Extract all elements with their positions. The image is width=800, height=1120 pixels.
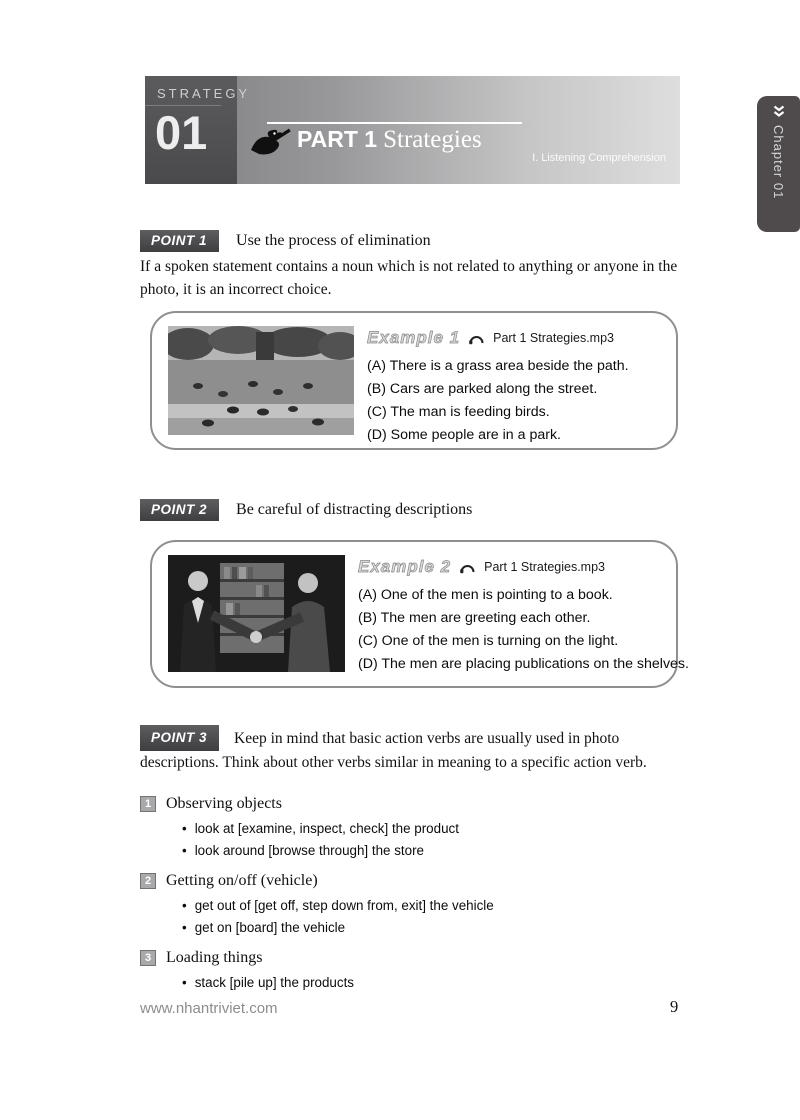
strategy-label: STRATEGY xyxy=(145,76,221,106)
example2-audio-file: Part 1 Strategies.mp3 xyxy=(484,560,606,574)
example2-label: Example 2 xyxy=(358,557,452,576)
point2-row xyxy=(140,499,472,521)
example2-option-c: (C) One of the men is turning on the light. xyxy=(358,633,619,649)
example1-options xyxy=(367,355,660,447)
strategy-number-box xyxy=(145,76,251,184)
chapter-tab-label: Chapter 01 xyxy=(771,125,786,200)
group3-title: Loading things xyxy=(166,949,263,966)
example1-option-b: (B) Cars are parked along the street. xyxy=(367,381,598,397)
verb-groups xyxy=(140,795,680,1003)
group1-title: Observing objects xyxy=(166,795,282,812)
part-title xyxy=(297,126,482,154)
headphone-icon xyxy=(459,560,476,574)
group1-number-badge: 1 xyxy=(140,796,156,812)
example1-photo-park-birds xyxy=(168,326,354,435)
group1-bullets xyxy=(182,818,680,862)
example1-content xyxy=(367,326,660,443)
group1-title-row xyxy=(140,795,680,813)
bullet-item: • look around [browse through] the store xyxy=(182,840,680,862)
bullet-item: • look at [examine, inspect, check] the product xyxy=(182,818,680,840)
point1-heading: Use the process of elimination xyxy=(236,232,431,249)
group2-bullets xyxy=(182,895,680,939)
website-url: www.nhantriviet.com xyxy=(140,1000,278,1017)
example1-box xyxy=(150,311,678,450)
banner-divider-line xyxy=(267,122,522,124)
part-subtitle: Strategies xyxy=(383,126,482,153)
group2-title-row xyxy=(140,872,680,890)
group2-title: Getting on/off (vehicle) xyxy=(166,872,318,889)
group3-bullets xyxy=(182,972,680,994)
example2-options xyxy=(358,584,689,676)
header-banner xyxy=(145,76,680,184)
verb-group-1 xyxy=(140,795,680,862)
point3-heading: Keep in mind that basic action verbs are usually used in photo descriptions. Think about other verbs similar in meaning to a specific action verb. xyxy=(140,730,647,772)
double-chevron-down-icon xyxy=(772,105,786,118)
headphone-icon xyxy=(468,331,485,345)
group2-number-badge: 2 xyxy=(140,873,156,889)
example2-option-a: (A) One of the men is pointing to a book. xyxy=(358,587,613,603)
chapter-tab xyxy=(757,96,800,232)
point2-heading: Be careful of distracting descriptions xyxy=(236,501,473,518)
example2-box xyxy=(150,540,689,688)
verb-group-3 xyxy=(140,949,680,994)
example2-content xyxy=(358,555,689,673)
example1-option-c: (C) The man is feeding birds. xyxy=(367,404,550,420)
example1-option-d: (D) Some people are in a park. xyxy=(367,427,561,443)
example2-option-b: (B) The men are greeting each other. xyxy=(358,610,591,626)
example2-header xyxy=(358,557,660,577)
group3-number-badge: 3 xyxy=(140,950,156,966)
bird-with-pencil-icon xyxy=(247,126,293,158)
verb-group-2 xyxy=(140,872,680,939)
point2-badge: POINT 2 xyxy=(140,499,219,521)
page-number: 9 xyxy=(670,997,679,1016)
example2-option-d: (D) The men are placing publications on the shelves. xyxy=(358,656,689,672)
bullet-item: • get on [board] the vehicle xyxy=(182,917,680,939)
point1-badge: POINT 1 xyxy=(140,230,219,252)
example2-photo-men-handshake xyxy=(168,555,345,672)
part-number: PART 1 xyxy=(297,126,378,152)
example1-option-a: (A) There is a grass area beside the path. xyxy=(367,358,629,374)
example1-label: Example 1 xyxy=(367,328,461,347)
point1-row xyxy=(140,230,431,252)
example1-header xyxy=(367,328,660,348)
section-label: I. Listening Comprehension xyxy=(532,152,666,164)
example1-audio-file: Part 1 Strategies.mp3 xyxy=(493,331,615,345)
point3-badge: POINT 3 xyxy=(140,725,219,751)
group3-title-row xyxy=(140,949,680,967)
bullet-item: • get out of [get off, step down from, exit] the vehicle xyxy=(182,895,680,917)
point1-body: If a spoken statement contains a noun which is not related to anything or anyone in the photo, it is an incorrect choice. xyxy=(140,258,678,298)
point3-row xyxy=(140,726,686,775)
strategy-number: 01 xyxy=(155,106,208,159)
bullet-item: • stack [pile up] the products xyxy=(182,972,680,994)
